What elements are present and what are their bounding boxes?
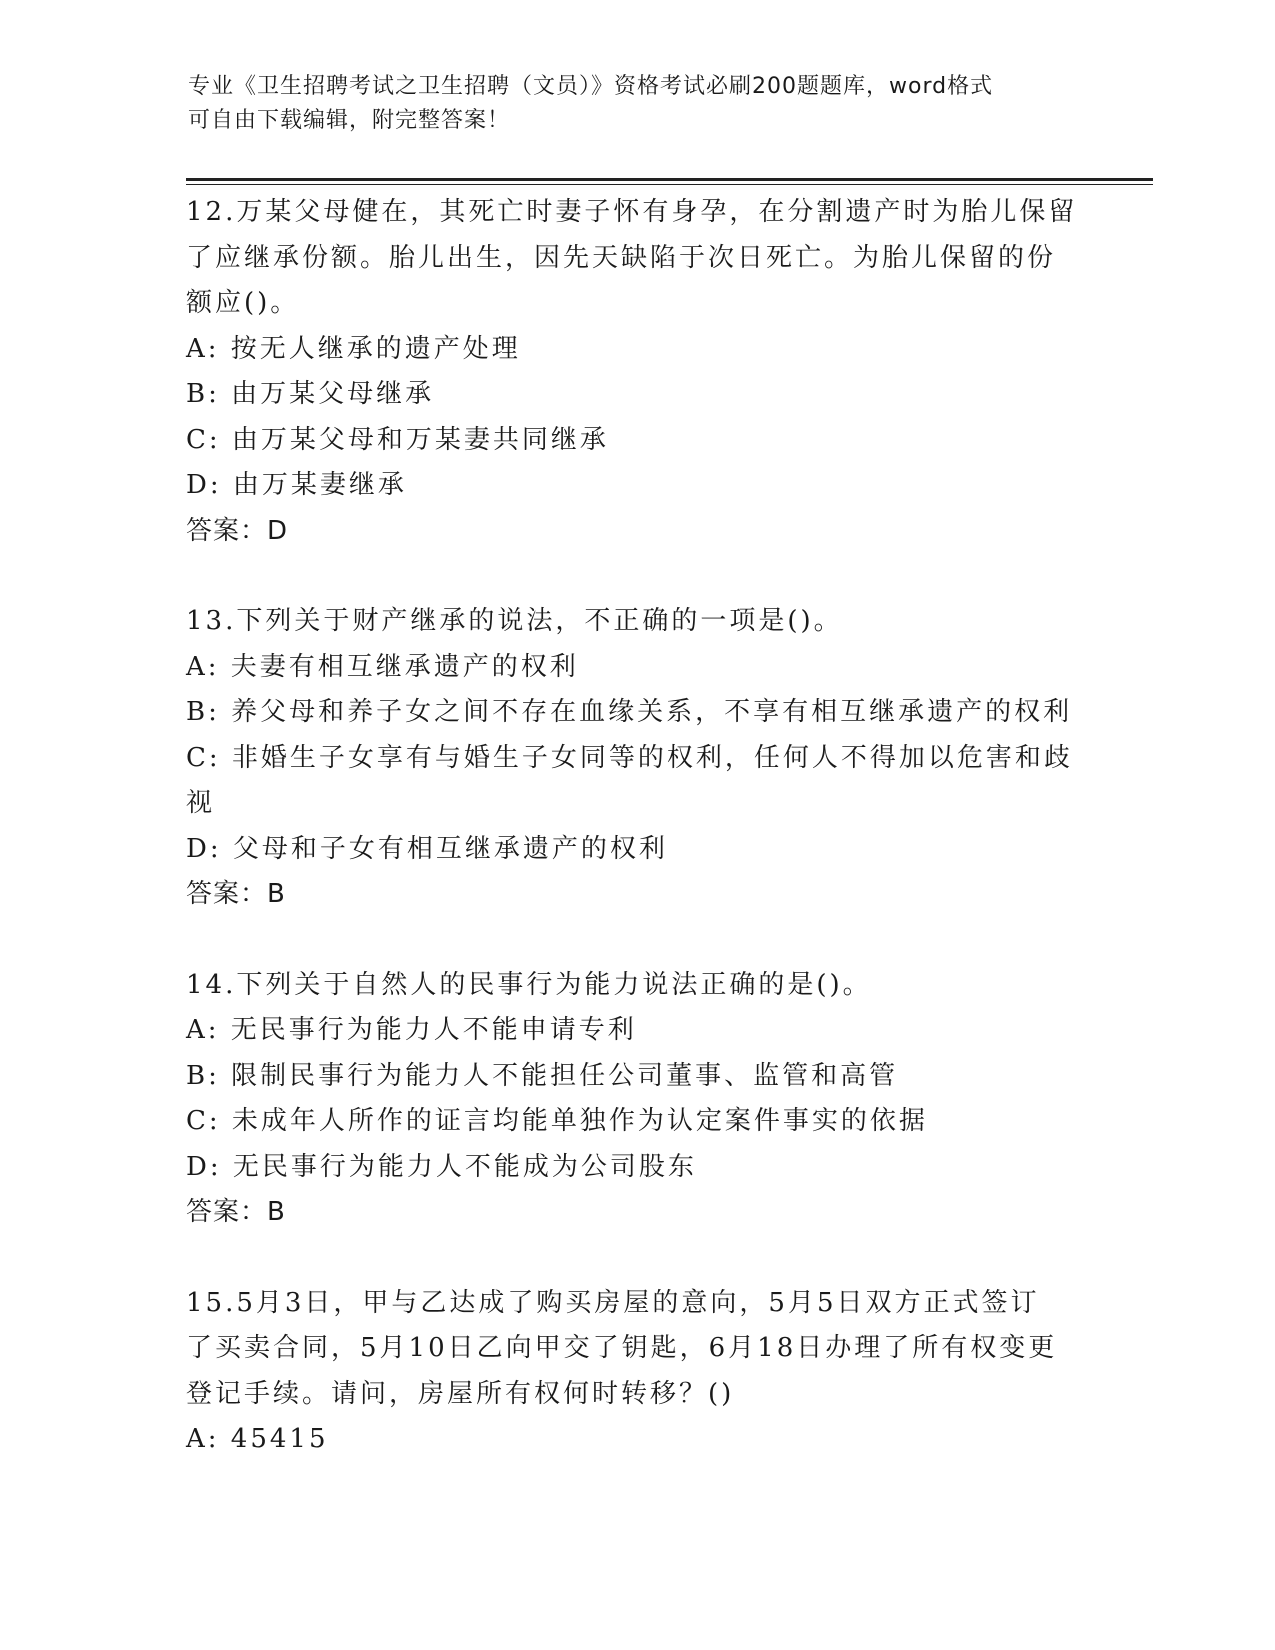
option-d: D: 无民事行为能力人不能成为公司股东: [186, 1151, 697, 1182]
question-14: [186, 963, 1086, 1236]
answer-line: 答案：B: [186, 879, 286, 909]
question-stem-line: 了买卖合同，5月10日乙向甲交了钥匙，6月18日办理了所有权变更: [186, 1333, 1058, 1363]
answer-line: 答案：B: [186, 1197, 286, 1227]
question-13: [186, 599, 1086, 918]
option-a: A: 无民事行为能力人不能申请专利: [186, 1015, 637, 1045]
question-stem-line: 了应继承份额。胎儿出生，因先天缺陷于次日死亡。为胎儿保留的份: [186, 242, 1057, 273]
header-divider-thin: [186, 184, 1153, 185]
question-stem-line: 13.下列关于财产继承的说法，不正确的一项是()。: [186, 606, 843, 636]
question-stem-line: 登记手续。请问，房屋所有权何时转移？(): [186, 1378, 735, 1409]
option-a: A: 夫妻有相互继承遗产的权利: [186, 651, 579, 682]
option-a: A: 45415: [186, 1424, 329, 1454]
question-stem-line: 12.万某父母健在，其死亡时妻子怀有身孕，在分割遗产时为胎儿保留: [186, 197, 1078, 227]
question-stem-line: 14.下列关于自然人的民事行为能力说法正确的是()。: [186, 969, 872, 1000]
question-stem-line: 15.5月3日，甲与乙达成了购买房屋的意向，5月5日双方正式签订: [186, 1287, 1040, 1318]
option-b: B: 养父母和养子女之间不存在血缘关系，不享有相互继承遗产的权利: [186, 697, 1073, 727]
question-stem-line: 额应()。: [186, 288, 300, 318]
option-c: C: 由万某父母和万某妻共同继承: [186, 424, 609, 455]
option-b: B: 由万某父母继承: [186, 379, 435, 409]
question-15: [186, 1281, 1086, 1463]
document-header: [188, 70, 1068, 138]
option-c-continued: 视: [186, 788, 216, 818]
question-12: [186, 190, 1086, 554]
option-a: A: 按无人继承的遗产处理: [186, 333, 521, 364]
option-d: D: 由万某妻继承: [186, 470, 407, 500]
header-divider-thick: [186, 178, 1153, 181]
header-title-line-2: 可自由下载编辑，附完整答案！: [188, 108, 511, 133]
answer-line: 答案：D: [186, 515, 289, 546]
option-c: C: 非婚生子女享有与婚生子女同等的权利，任何人不得加以危害和歧: [186, 742, 1073, 773]
header-title-line-1: 专业《卫生招聘考试之卫生招聘（文员）》资格考试必刷200题题库，word格式: [188, 74, 994, 99]
option-c: C: 未成年人所作的证言均能单独作为认定案件事实的依据: [186, 1106, 928, 1136]
question-list: [186, 190, 1086, 1508]
option-d: D: 父母和子女有相互继承遗产的权利: [186, 833, 668, 864]
option-b: B: 限制民事行为能力人不能担任公司董事、监管和高管: [186, 1060, 899, 1091]
